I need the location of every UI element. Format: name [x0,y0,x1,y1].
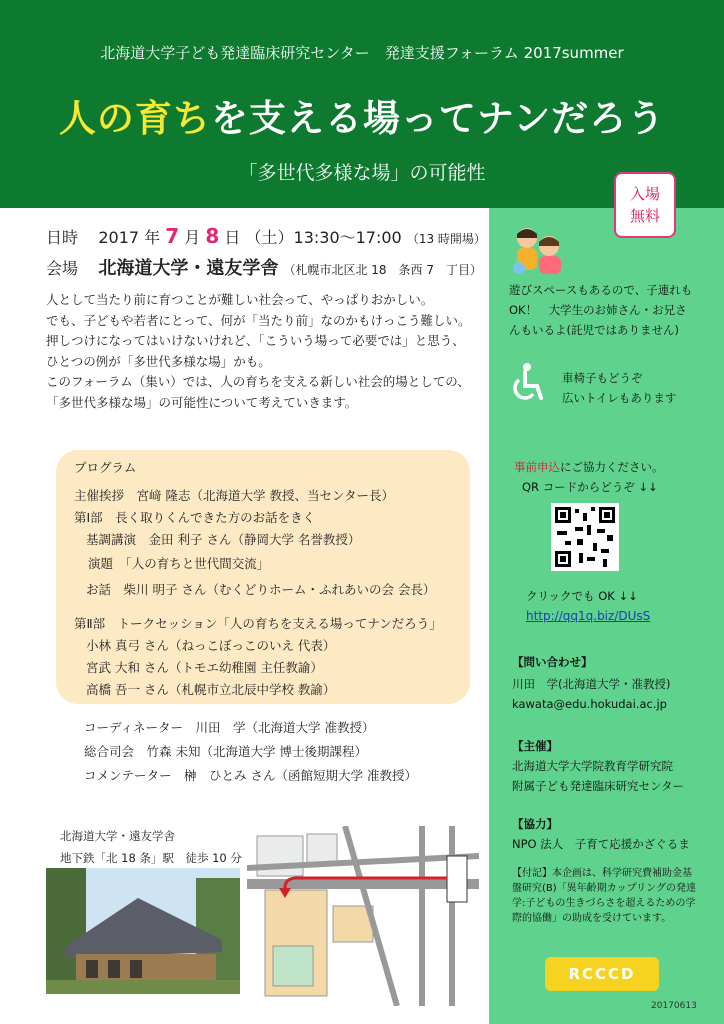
program-line: 第Ⅱ部 トークセッション「人の育ちを支える場ってナンだろう」 [74,616,442,631]
wheelchair-note [562,368,676,408]
intro-line: このフォーラム（集い）では、人の育ちを支える新しい社会的場としての、 [46,374,470,389]
program-line: 演題 「人の育ちと世代間交流」 [88,556,270,571]
wheelchair-icon [509,362,545,402]
grant-note [512,866,696,926]
date-open: （13 時開場） [406,232,486,246]
venue-name: 北海道大学・遠友学舎 [98,258,279,279]
kids-note-line: 遊びスペースもあるので、子連れも [509,283,693,297]
host-heading: 【主催】 [512,739,558,753]
apply-note-red: 事前申込 [514,460,560,474]
title-rest: を支える場ってナンだろう [210,97,666,140]
inquiry-heading: 【問い合わせ】 [512,655,593,669]
event-info [46,224,486,280]
grant-note-line: 盤研究(B)「異年齢期カップリングの発達 [512,883,696,894]
program-line: 主催挨拶 宮﨑 隆志（北海道大学 教授、当センター長） [74,488,394,503]
intro-line: 「多世代多様な場」の可能性について考えていきます。 [46,394,358,410]
program-line: 基調講演 金田 利子 さん（静岡大学 名誉教授） [86,532,361,547]
grant-note-line: 【付記】本企画は、科学研究費補助金基 [512,868,692,879]
inquiry-email: kawata@edu.hokudai.ac.jp [512,697,667,711]
intro-line: ひとつの例が「多世代多様な場」かも。 [46,353,271,369]
free-admission-badge [614,172,676,238]
intro-line: 人として当たり前に育つことが難しい社会って、やっぱりおかしい。 [46,292,434,307]
header-subtitle: 北海道大学子ども発達臨床研究センター 発達支援フォーラム 2017summer [100,44,624,62]
wheelchair-note-line: 広いトイレもあります [562,391,677,405]
qr-code[interactable] [551,503,619,571]
intro-line: 押しつけになってはいけないけれど、「こういう場って必要では」と思う、 [46,333,465,348]
main-title [0,88,724,142]
date-month-unit: 月 [184,228,201,247]
inquiry-name: 川田 学(北海道大学・准教授) [512,677,671,691]
kids-note [509,280,692,340]
date-day: 8 [205,224,220,248]
coop-line: NPO 法人 子育て応援かざぐるま [512,837,690,851]
badge-line-2: 無料 [629,207,660,225]
date-day-unit: 日 [224,228,241,247]
host-line: 北海道大学大学院教育学研究院 [512,759,673,773]
grant-note-line: 際的協働」の助成を受けています。 [512,913,672,924]
host-line: 附属子ども発達臨床研究センター [512,779,685,793]
staff-line: 総合司会 竹森 未知（北海道大学 博士後期課程） [84,744,367,759]
building-photo [46,868,240,994]
apply-link[interactable]: http://qq1q.biz/DUsS [526,609,651,623]
title-highlight: 人の育ち [58,97,211,140]
click-note: クリックでも OK ↓↓ [526,589,638,603]
date-year: 2017 年 [98,228,161,247]
venue-address: （札幌市北区北 18 条西 7 丁目） [283,263,482,277]
wheelchair-note-line: 車椅子もどうぞ [562,371,643,385]
intro-line: でも、子どもや若者にとって、何が「当たり前」なのかもけっこう難しい。 [46,312,471,328]
version-stamp: 20170613 [651,1001,697,1011]
date-label: 日時 [46,228,79,247]
kids-note-line: OK！ 大学生のお姉さん・お兄さ [509,303,687,317]
venue-label: 会場 [46,259,79,278]
access-station: 地下鉄「北 18 条」駅 徒歩 10 分 [60,851,242,865]
access-venue: 北海道大学・遠友学舎 [60,829,175,843]
program-line: 宮武 大和 さん（トモエ幼稚園 主任教諭） [86,660,323,675]
kids-illustration [509,224,569,276]
apply-note [514,457,664,477]
apply-note-rest: にご協力ください。 [560,460,664,474]
program-title: プログラム [74,460,137,475]
inquiry-contact [512,674,670,714]
qr-note: QR コードからどうぞ ↓↓ [522,480,658,494]
rcccd-logo: RCCCD [545,957,659,991]
badge-line-1: 入場 [629,185,660,203]
program-line: お話 柴川 明子 さん（むくどりホーム・ふれあいの会 会長） [86,582,436,597]
program-line: 高橋 吾一 さん（札幌市立北辰中学校 教諭） [86,682,336,697]
date-month: 7 [165,224,180,248]
staff-line: コーディネーター 川田 学（北海道大学 准教授） [84,720,375,735]
intro-text [46,290,476,413]
coop-heading: 【協力】 [512,817,558,831]
venue-line [46,254,486,280]
date-time: （土）13:30～17:00 [245,228,402,247]
date-line [46,224,486,250]
staff-line: コメンテーター 榊 ひとみ さん（函館短期大学 准教授） [84,768,417,783]
host-info [512,756,684,796]
program-box [56,450,470,704]
kids-note-line: んもいるよ(託児ではありません) [509,323,679,337]
access-map [247,826,479,1006]
program-line: 第Ⅰ部 長く取りくんできた方のお話をきく [74,510,316,525]
header-tagline: 「多世代多様な場」の可能性 [238,162,486,184]
grant-note-line: 学:子どもの生きづらさを超えるための学 [512,898,696,909]
program-line: 小林 真弓 さん（ねっこぼっこのいえ 代表） [86,638,336,653]
